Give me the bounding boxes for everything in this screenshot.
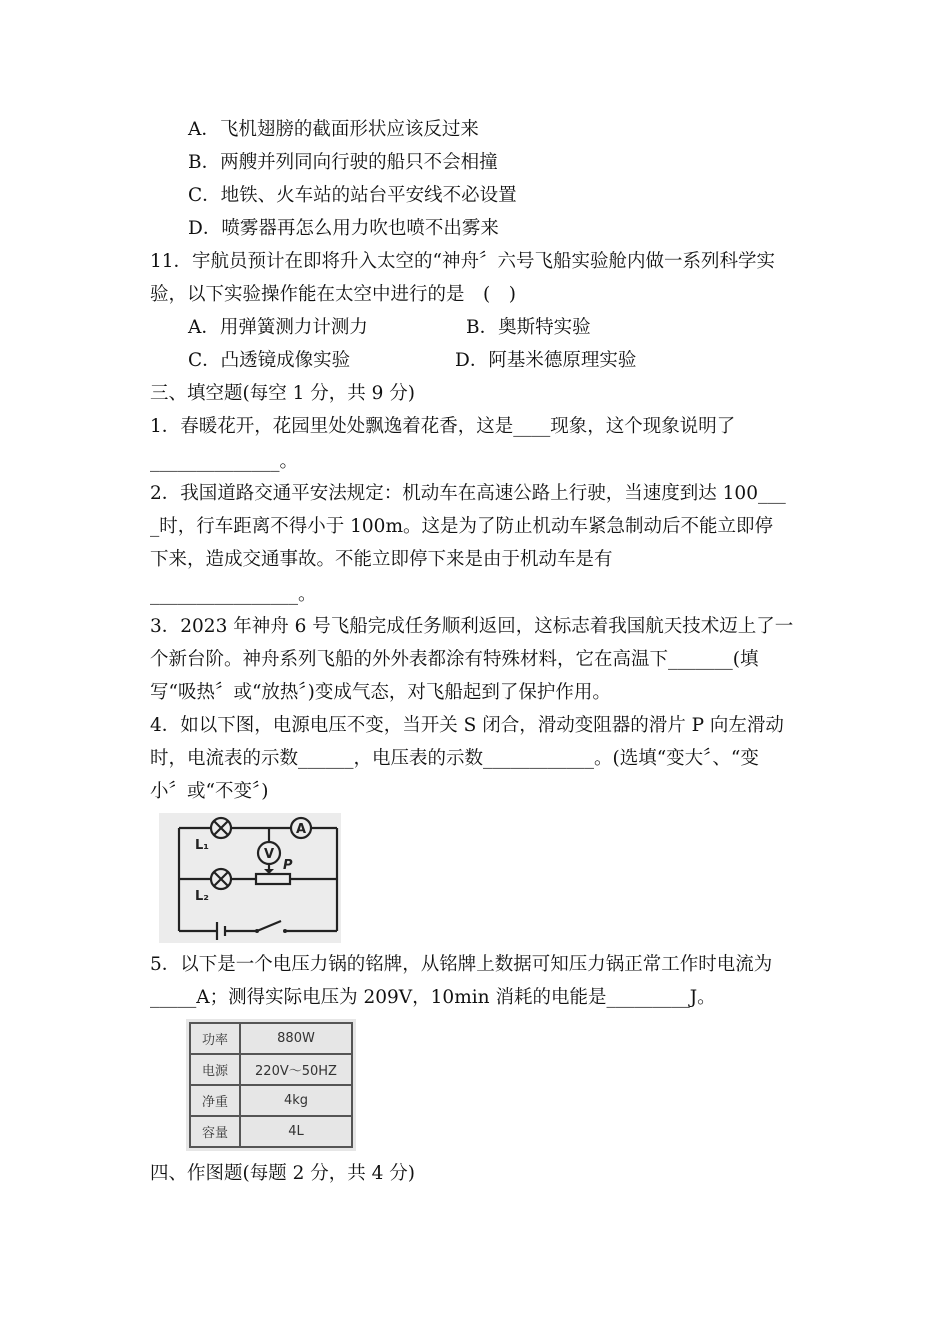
fill2-line3: 下来，造成交通事故。不能立即停下来是由于机动车是有 [150,549,613,570]
nameplate [186,1019,356,1151]
slider-label: P [283,858,293,873]
q10-option-b: B．两艘并列同向行驶的船只不会相撞 [188,152,498,173]
circuit-svg [159,813,341,943]
fill1-line1: 1．春暖花开，花园里处处飘逸着花香，这是____现象，这个现象说明了 [150,416,736,437]
nameplate-table [189,1022,353,1148]
table-row [190,1116,352,1147]
q10-option-a: A．飞机翅膀的截面形状应该反过来 [188,119,479,140]
fill3-line3: 写“吸热〞或“放热〞)变成气态，对飞船起到了保护作用。 [150,682,611,703]
fill5-line1: 5．以下是一个电压力锅的铭牌，从铭牌上数据可知压力锅正常工作时电流为 [150,954,773,975]
fill5-line2: _____A；测得实际电压为 209V，10min 消耗的电能是_________J。 [150,987,716,1008]
table-row [190,1085,352,1116]
q11-option-b: B．奥斯特实验 [466,317,591,338]
section4-heading: 四、作图题(每题 2 分，共 4 分) [150,1163,415,1184]
fill1-line2: ______________。 [150,451,299,472]
section3-heading: 三、填空题(每空 1 分，共 9 分) [150,383,415,404]
q11-option-c: C．凸透镜成像实验 [188,350,351,371]
table-row [190,1054,352,1085]
fill2-line2: _时，行车距离不得小于 100m。这是为了防止机动车紧急制动后不能立即停 [150,516,773,537]
q11-option-d: D．阿基米德原理实验 [455,350,637,371]
voltmeter-label: V [264,847,275,862]
switch-contact-right [283,929,287,933]
fill2-line4: ________________。 [150,584,317,605]
switch-blade [257,921,281,931]
q10-option-d: D．喷雾器再怎么用力吹也喷不出雾来 [188,218,499,239]
q11-stem-line2: 验，以下实验操作能在太空中进行的是 ( ) [150,284,516,305]
nameplate-value: 220V～50HZ [240,1054,352,1085]
ammeter-label: A [296,822,307,837]
nameplate-value: 880W [240,1023,352,1054]
switch-contact-left [255,929,259,933]
q11-option-a: A．用弹簧测力计测力 [188,317,368,338]
nameplate-label: 净重 [190,1085,240,1116]
fill4-line3: 小〞或“不变〞) [150,781,269,802]
nameplate-label: 功率 [190,1023,240,1054]
rheostat [256,874,290,884]
fill4-line2: 时，电流表的示数______，电压表的示数____________。(选填“变大〞、“变 [150,748,759,769]
nameplate-label: 容量 [190,1116,240,1147]
nameplate-label: 电源 [190,1054,240,1085]
q10-option-c: C．地铁、火车站的站台平安线不必设置 [188,185,517,206]
circuit-diagram [159,813,341,943]
fill3-line2: 个新台阶。神舟系列飞船的外外表都涂有特殊材料，它在高温下_______(填 [150,649,759,670]
table-row [190,1023,352,1054]
lamp-l2-label: L₂ [195,889,209,904]
fill3-line1: 3．2023 年神舟 6 号飞船完成任务顺利返回，这标志着我国航天技术迈上了一 [150,616,794,637]
q11-stem-line1: 11．宇航员预计在即将升入太空的“神舟〞六号飞船实验舱内做一系列科学实 [150,251,776,272]
nameplate-value: 4L [240,1116,352,1147]
fill4-line1: 4．如以下图，电源电压不变，当开关 S 闭合，滑动变阻器的滑片 P 向左滑动 [150,715,784,736]
fill2-line1: 2．我国道路交通平安法规定：机动车在高速公路上行驶，当速度到达 100___ [150,483,786,504]
nameplate-value: 4kg [240,1085,352,1116]
lamp-l1-label: L₁ [195,838,209,853]
